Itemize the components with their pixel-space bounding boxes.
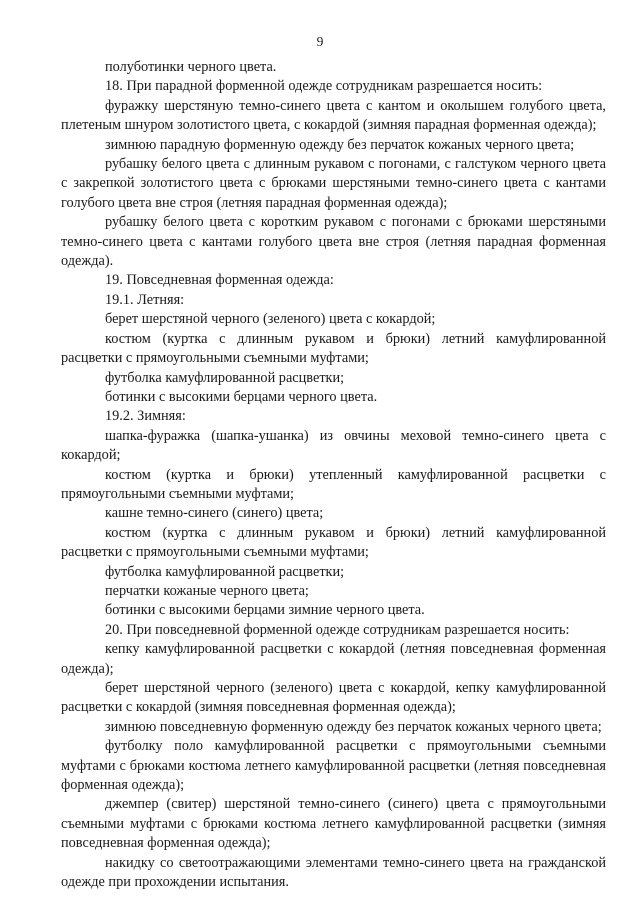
paragraph: костюм (куртка с длинным рукавом и брюки) летний камуфлированной расцветки с прямоугольными съемными муфтами;	[61, 524, 606, 561]
page-number: 9	[316, 34, 324, 49]
paragraph: зимнюю парадную форменную одежду без перчаток кожаных черного цвета;	[105, 136, 575, 153]
paragraph: футболку поло камуфлированной расцветки с прямоугольными съемными муфтами с брюками костюма летнего камуфлированной расцветки (летняя повседневная форменная одежда);	[61, 738, 606, 794]
paragraph: джемпер (свитер) шерстяной темно-синего (синего) цвета с прямоугольными съемными муфтами с брюками костюма летнего камуфлированной расцветки (зимняя повседневная форменная одежда);	[61, 796, 606, 852]
paragraph: полуботинки черного цвета.	[105, 59, 277, 75]
paragraph: фуражку шерстяную темно-синего цвета с кантом и околышем голубого цвета, плетеным шнуром золотистого цвета, с кокардой (зимняя парадная форменная одежда);	[61, 97, 606, 134]
paragraph: ботинки с высокими берцами черного цвета.	[105, 388, 378, 405]
paragraph: футболка камуфлированной расцветки;	[105, 369, 345, 386]
paragraph: 19.2. Зимняя:	[105, 408, 186, 425]
paragraph: 20. При повседневной форменной одежде сотрудникам разрешается носить:	[105, 621, 570, 638]
paragraph: зимнюю повседневную форменную одежду без перчаток кожаных черного цвета;	[105, 718, 602, 735]
paragraph: 19.1. Летняя:	[105, 291, 185, 308]
paragraph: 19. Повседневная форменная одежда:	[105, 272, 334, 289]
document-body	[61, 58, 606, 892]
paragraph: кашне темно-синего (синего) цвета;	[105, 505, 324, 522]
paragraph: шапка-фуражка (шапка-ушанка) из овчины меховой темно-синего цвета с кокардой;	[61, 427, 606, 464]
paragraph: перчатки кожаные черного цвета;	[105, 582, 309, 599]
paragraph: берет шерстяной черного (зеленого) цвета с кокардой, кепку камуфлированной расцветки с кокардой (зимняя повседневная форменная одежда);	[61, 680, 606, 716]
paragraph: костюм (куртка и брюки) утепленный камуфлированной расцветки с прямоугольными съемными муфтами;	[61, 466, 606, 502]
paragraph: 18. При парадной форменной одежде сотрудникам разрешается носить:	[105, 78, 543, 95]
paragraph: рубашку белого цвета с коротким рукавом с погонами с брюками шерстяными темно-синего цвета с кантами голубого цвета вне строя (летняя парадная форменная одежда).	[61, 214, 606, 270]
paragraph: накидку со светоотражающими элементами темно-синего цвета на гражданской одежде при прохождении испытания.	[61, 854, 606, 891]
paragraph: футболка камуфлированной расцветки;	[105, 563, 345, 580]
paragraph: рубашку белого цвета с длинным рукавом с погонами, с галстуком черного цвета с закрепкой золотистого цвета с брюками шерстяными темно-синего цвета с кантами голубого цвета вне строя (летняя парадная форменная одежда);	[61, 156, 606, 211]
paragraph: ботинки с высокими берцами зимние черного цвета.	[105, 602, 425, 619]
paragraph: кепку камуфлированной расцветки с кокардой (летняя повседневная форменная одежда);	[61, 641, 606, 677]
paragraph: берет шерстяной черного (зеленого) цвета с кокардой;	[105, 311, 436, 328]
paragraph: костюм (куртка с длинным рукавом и брюки) летний камуфлированной расцветки с прямоугольными съемными муфтами;	[61, 330, 606, 367]
